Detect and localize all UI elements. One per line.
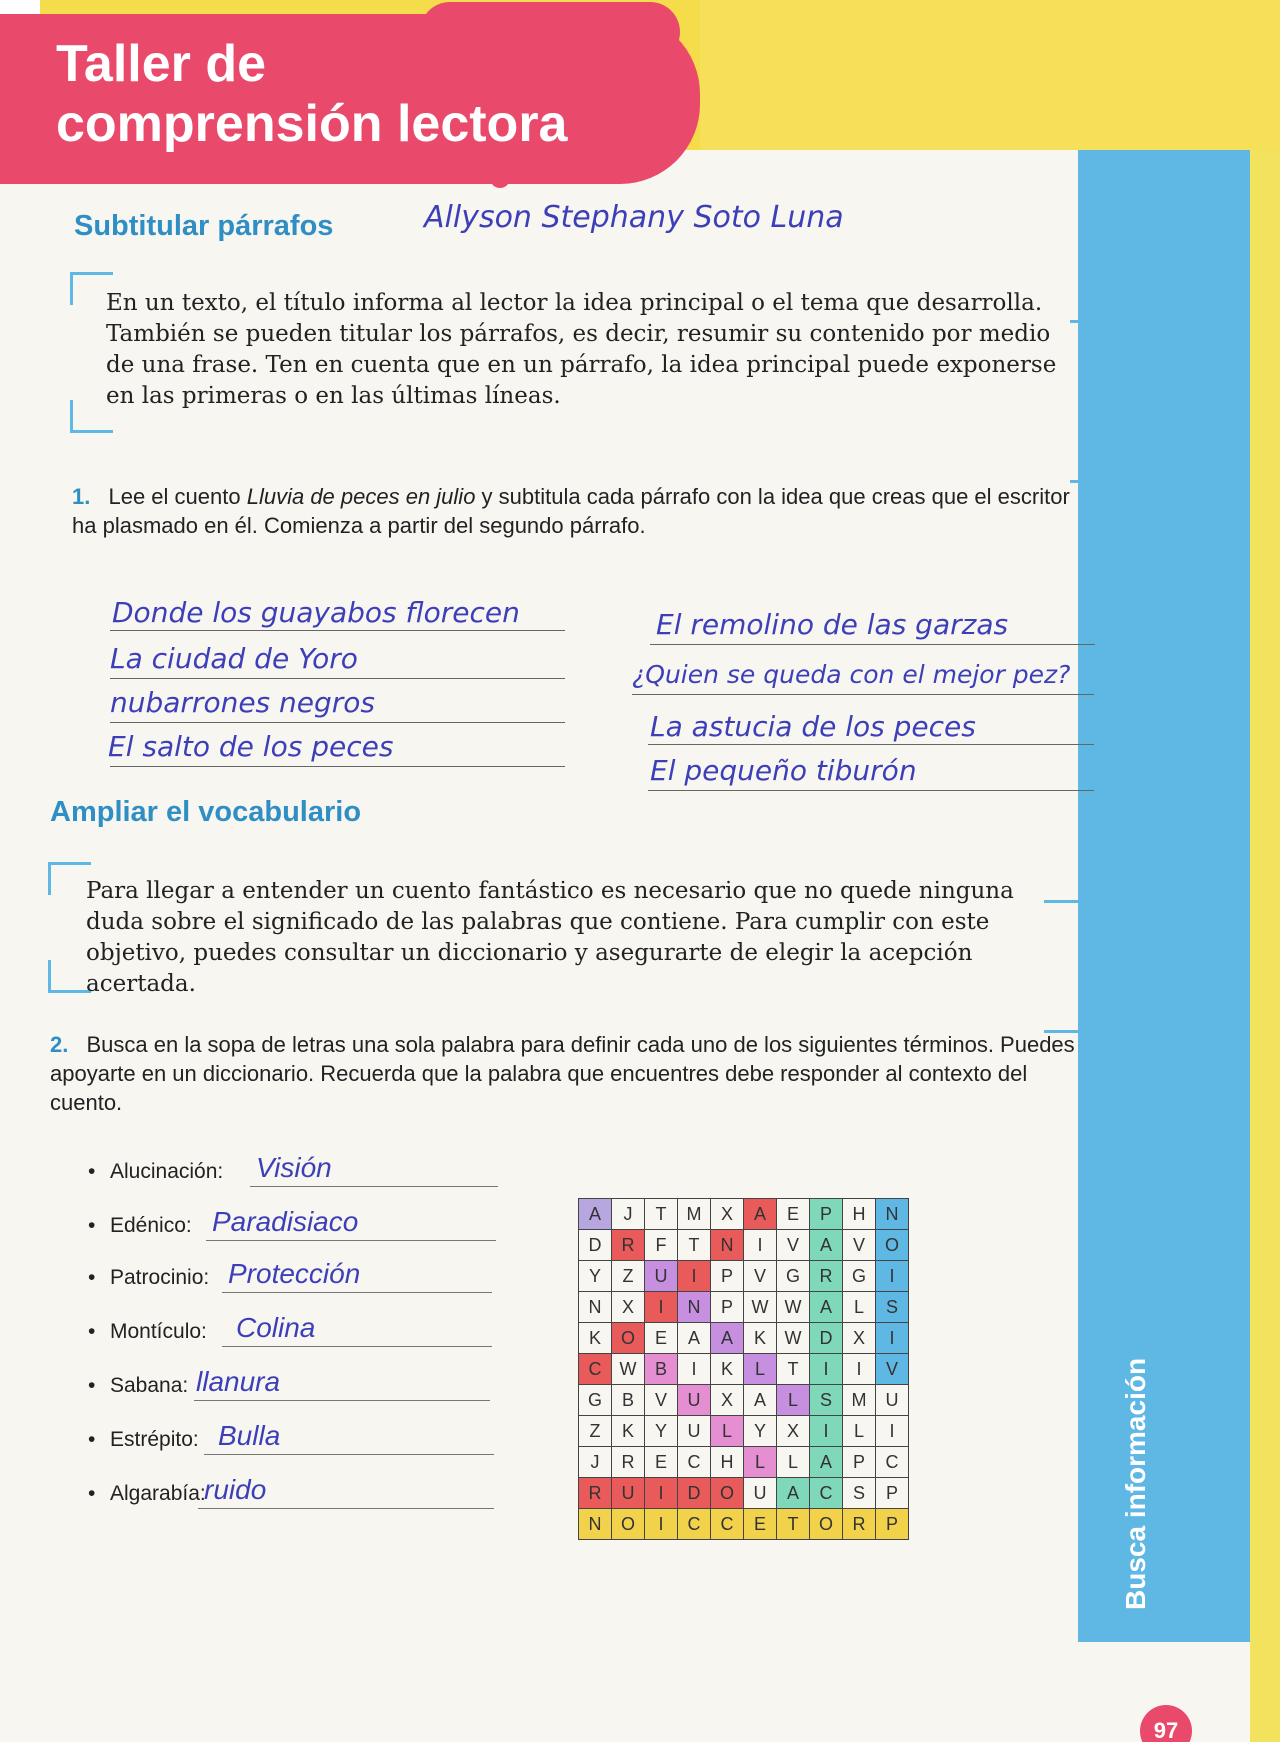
grid-cell: C: [678, 1447, 711, 1478]
grid-cell: S: [843, 1478, 876, 1509]
grid-cell: N: [876, 1199, 909, 1230]
grid-cell: J: [579, 1447, 612, 1478]
term-answer: Colina: [236, 1312, 316, 1343]
activity-text: y subtitula cada párrafo con la idea que creas que el escritor ha plasmado en él. Comienza a partir del segundo párrafo.: [72, 484, 1070, 538]
grid-cell: A: [777, 1478, 810, 1509]
grid-row: [579, 1478, 909, 1509]
grid-row: [579, 1447, 909, 1478]
grid-cell: E: [645, 1323, 678, 1354]
answer-line: [222, 1346, 492, 1347]
grid-cell: I: [876, 1261, 909, 1292]
bullet: •: [88, 1428, 96, 1451]
answer-line: [206, 1240, 496, 1241]
answer-line: [648, 744, 1094, 745]
bullet: •: [88, 1482, 96, 1505]
grid-cell: L: [843, 1292, 876, 1323]
grid-cell: A: [711, 1323, 744, 1354]
bullet: •: [88, 1214, 96, 1237]
grid-cell: P: [711, 1261, 744, 1292]
grid-cell: L: [843, 1416, 876, 1447]
title-line-2: comprensión lectora: [56, 95, 568, 153]
grid-row: [579, 1261, 909, 1292]
grid-cell: T: [645, 1199, 678, 1230]
grid-cell: O: [711, 1478, 744, 1509]
grid-cell: I: [744, 1230, 777, 1261]
grid-cell: G: [777, 1261, 810, 1292]
grid-cell: M: [678, 1199, 711, 1230]
activity-1-instruction: [72, 482, 1072, 540]
bullet: •: [88, 1266, 96, 1289]
grid-cell: N: [579, 1509, 612, 1540]
grid-row: [579, 1292, 909, 1323]
grid-cell: C: [711, 1509, 744, 1540]
grid-cell: X: [843, 1323, 876, 1354]
answer-line: [110, 722, 565, 723]
grid-cell: I: [645, 1292, 678, 1323]
activity-number: 1.: [72, 484, 91, 509]
term-label: Edénico:: [110, 1214, 192, 1237]
grid-cell: J: [612, 1199, 645, 1230]
page-corner: [0, 0, 40, 14]
grid-cell: L: [777, 1385, 810, 1416]
term-row: [88, 1312, 316, 1344]
term-label: Estrépito:: [110, 1428, 199, 1451]
grid-cell: I: [645, 1478, 678, 1509]
info-bracket: [48, 862, 91, 895]
grid-row: [579, 1416, 909, 1447]
answer-line: [222, 1292, 492, 1293]
term-row: [88, 1474, 267, 1506]
grid-cell: R: [579, 1478, 612, 1509]
student-name: Allyson Stephany Soto Luna: [424, 200, 844, 235]
grid-cell: U: [612, 1478, 645, 1509]
grid-cell: A: [678, 1323, 711, 1354]
activity-text: Busca en la sopa de letras una sola palabra para definir cada uno de los siguientes términos. Puedes apoyarte en un diccionario. Recuerda que la palabra que encuentres debe responder al contexto del cuento.: [50, 1032, 1075, 1115]
grid-cell: R: [810, 1261, 843, 1292]
answer-line: [194, 1400, 490, 1401]
grid-cell: W: [777, 1292, 810, 1323]
grid-cell: Y: [645, 1416, 678, 1447]
info-bracket: [1044, 990, 1087, 1033]
term-label: Patrocinio:: [110, 1266, 210, 1289]
grid-cell: Y: [579, 1261, 612, 1292]
activity-text: Lee el cuento: [108, 484, 247, 509]
grid-cell: P: [876, 1509, 909, 1540]
term-row: [88, 1258, 361, 1290]
grid-cell: L: [744, 1354, 777, 1385]
grid-cell: X: [711, 1385, 744, 1416]
term-row: [88, 1420, 281, 1452]
grid-row: [579, 1230, 909, 1261]
grid-cell: A: [810, 1292, 843, 1323]
grid-cell: K: [612, 1416, 645, 1447]
term-row: [88, 1152, 332, 1184]
term-label: Sabana:: [110, 1374, 189, 1397]
grid-cell: B: [612, 1385, 645, 1416]
grid-cell: U: [876, 1385, 909, 1416]
grid-cell: P: [711, 1292, 744, 1323]
grid-cell: U: [645, 1261, 678, 1292]
grid-cell: W: [777, 1323, 810, 1354]
grid-cell: U: [678, 1416, 711, 1447]
grid-row: [579, 1509, 909, 1540]
bullet: •: [88, 1374, 96, 1397]
grid-cell: O: [810, 1509, 843, 1540]
term-answer: ruido: [204, 1474, 267, 1505]
grid-cell: I: [810, 1354, 843, 1385]
answer-line: [650, 644, 1095, 645]
grid-cell: R: [612, 1447, 645, 1478]
term-answer: Bulla: [218, 1420, 281, 1451]
top-yellow-band-right: [700, 0, 1280, 150]
term-answer: llanura: [196, 1366, 281, 1397]
grid-cell: I: [876, 1416, 909, 1447]
grid-row: [579, 1354, 909, 1385]
grid-cell: W: [612, 1354, 645, 1385]
grid-cell: D: [678, 1478, 711, 1509]
grid-cell: H: [711, 1447, 744, 1478]
grid-cell: O: [876, 1230, 909, 1261]
side-strip-edge: [1250, 150, 1280, 1742]
grid-cell: T: [777, 1509, 810, 1540]
grid-cell: N: [579, 1292, 612, 1323]
grid-cell: I: [678, 1261, 711, 1292]
answer-right-4: El pequeño tiburón: [650, 754, 917, 787]
grid-cell: V: [876, 1354, 909, 1385]
grid-cell: T: [678, 1230, 711, 1261]
grid-cell: Y: [744, 1416, 777, 1447]
grid-cell: V: [645, 1385, 678, 1416]
info-bracket: [48, 960, 91, 993]
grid-cell: B: [645, 1354, 678, 1385]
grid-cell: V: [744, 1261, 777, 1292]
section-heading-subtitular: Subtitular párrafos: [74, 210, 334, 242]
grid-cell: N: [678, 1292, 711, 1323]
grid-cell: C: [579, 1354, 612, 1385]
answer-line: [110, 766, 565, 767]
answer-line: [110, 630, 565, 631]
grid-cell: S: [810, 1385, 843, 1416]
answer-line: [110, 678, 565, 679]
grid-cell: T: [777, 1354, 810, 1385]
grid-cell: I: [645, 1509, 678, 1540]
grid-cell: C: [678, 1509, 711, 1540]
grid-cell: V: [777, 1230, 810, 1261]
grid-row: [579, 1323, 909, 1354]
grid-cell: K: [711, 1354, 744, 1385]
grid-cell: G: [843, 1261, 876, 1292]
decorative-dot: [618, 62, 664, 108]
grid-cell: A: [579, 1199, 612, 1230]
grid-cell: K: [744, 1323, 777, 1354]
grid-cell: Z: [612, 1261, 645, 1292]
grid-cell: A: [744, 1385, 777, 1416]
grid-cell: V: [843, 1230, 876, 1261]
answer-line: [204, 1454, 494, 1455]
grid-cell: O: [612, 1323, 645, 1354]
grid-cell: K: [579, 1323, 612, 1354]
grid-cell: X: [612, 1292, 645, 1323]
answer-line: [198, 1508, 494, 1509]
answer-left-3: nubarrones negros: [110, 686, 376, 719]
grid-row: [579, 1199, 909, 1230]
page-number: 97: [1140, 1705, 1192, 1742]
info-bracket: [1070, 320, 1113, 363]
term-answer: Paradisiaco: [212, 1206, 359, 1237]
answer-left-1: Donde los guayabos florecen: [112, 596, 520, 629]
grid-cell: H: [843, 1199, 876, 1230]
story-title: Lluvia de peces en julio: [246, 484, 476, 509]
info-bracket: [1070, 440, 1113, 483]
grid-cell: E: [744, 1509, 777, 1540]
term-row: [88, 1366, 281, 1398]
answer-right-1: El remolino de las garzas: [656, 608, 1009, 641]
activity-2-instruction: [50, 1030, 1080, 1117]
grid-cell: I: [876, 1323, 909, 1354]
term-label: Montículo:: [110, 1320, 207, 1343]
answer-left-2: La ciudad de Yoro: [110, 642, 358, 675]
grid-cell: U: [744, 1478, 777, 1509]
grid-cell: P: [876, 1478, 909, 1509]
grid-cell: E: [777, 1199, 810, 1230]
bullet: •: [88, 1320, 96, 1343]
grid-cell: G: [579, 1385, 612, 1416]
side-label: Busca información: [1120, 1357, 1151, 1610]
info-bracket: [1044, 900, 1087, 943]
grid-cell: D: [810, 1323, 843, 1354]
title-line-1: Taller de: [56, 35, 267, 93]
grid-row: [579, 1385, 909, 1416]
grid-cell: L: [711, 1416, 744, 1447]
grid-cell: C: [810, 1478, 843, 1509]
grid-cell: X: [711, 1199, 744, 1230]
grid-cell: I: [843, 1354, 876, 1385]
grid-cell: U: [678, 1385, 711, 1416]
answer-line: [632, 694, 1094, 695]
bullet: •: [88, 1160, 96, 1183]
decorative-dot: [490, 168, 510, 188]
term-label: Alucinación:: [110, 1160, 224, 1183]
grid-cell: A: [810, 1230, 843, 1261]
grid-cell: N: [711, 1230, 744, 1261]
grid-cell: I: [678, 1354, 711, 1385]
term-answer: Visión: [256, 1152, 332, 1183]
grid-cell: C: [876, 1447, 909, 1478]
answer-line: [250, 1186, 498, 1187]
term-answer: Protección: [228, 1258, 361, 1289]
grid-cell: D: [579, 1230, 612, 1261]
section-heading-vocabulario: Ampliar el vocabulario: [50, 796, 362, 828]
grid-cell: R: [612, 1230, 645, 1261]
grid-cell: P: [810, 1199, 843, 1230]
grid-cell: I: [810, 1416, 843, 1447]
info-box-subtitular: En un texto, el título informa al lector la idea principal o el tema que desarrolla. También se pueden titular los párrafos, es decir, resumir su contenido por medio de una frase. Ten en cuenta que en un párrafo, la idea principal puede exponerse en las primeras o en las últimas líneas.: [106, 290, 1057, 409]
term-label: Algarabía:: [110, 1482, 206, 1505]
answer-line: [648, 790, 1094, 791]
grid-cell: P: [843, 1447, 876, 1478]
activity-number: 2.: [50, 1032, 69, 1057]
grid-cell: L: [777, 1447, 810, 1478]
grid-cell: O: [612, 1509, 645, 1540]
page-title: [56, 34, 567, 154]
grid-cell: W: [744, 1292, 777, 1323]
answer-right-3: La astucia de los peces: [650, 710, 976, 743]
grid-cell: S: [876, 1292, 909, 1323]
decorative-dot: [596, 80, 624, 108]
grid-cell: R: [843, 1509, 876, 1540]
word-search-grid: [578, 1198, 909, 1540]
grid-cell: F: [645, 1230, 678, 1261]
grid-cell: Z: [579, 1416, 612, 1447]
grid-cell: M: [843, 1385, 876, 1416]
grid-cell: A: [744, 1199, 777, 1230]
grid-cell: X: [777, 1416, 810, 1447]
answer-right-2: ¿Quien se queda con el mejor pez?: [632, 660, 1071, 689]
answer-left-4: El salto de los peces: [108, 730, 394, 763]
grid-cell: E: [645, 1447, 678, 1478]
grid-cell: L: [744, 1447, 777, 1478]
grid-cell: A: [810, 1447, 843, 1478]
info-box-vocabulario: Para llegar a entender un cuento fantástico es necesario que no quede ninguna duda sobre el significado de las palabras que contiene. Para cumplir con este objetivo, puedes consultar un diccionario y asegurarte de elegir la acepción acertada.: [86, 878, 1014, 997]
term-row: [88, 1206, 359, 1238]
